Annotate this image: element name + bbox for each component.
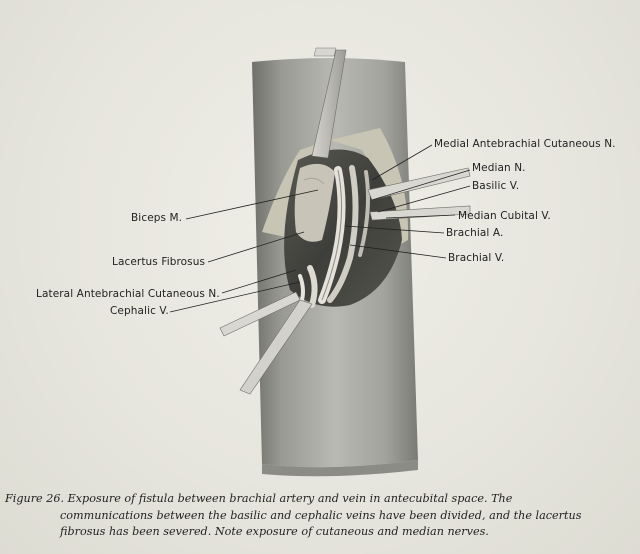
label-median-n: Median N. <box>472 162 526 174</box>
caption-line-1: Figure 26. Exposure of fistula between brachial artery and vein in antecubital space. The <box>5 492 513 505</box>
caption-line-2: communications between the basilic and cephalic veins have been divided, and the lacertus <box>60 508 582 522</box>
figure-caption <box>5 491 630 541</box>
label-median-cubital-v: Median Cubital V. <box>458 210 551 222</box>
label-biceps-m: Biceps M. <box>131 212 183 224</box>
label-lacertus-fibrosus: Lacertus Fibrosus <box>112 256 206 268</box>
label-brachial-v: Brachial V. <box>448 252 505 264</box>
label-cephalic-v: Cephalic V. <box>110 305 169 317</box>
label-lateral-antebrachial-cutaneous-n: Lateral Antebrachial Cutaneous N. <box>36 288 220 300</box>
label-medial-antebrachial-cutaneous-n: Medial Antebrachial Cutaneous N. <box>434 138 616 150</box>
caption-line-3: fibrosus has been severed. Note exposure of cutaneous and median nerves. <box>60 525 489 538</box>
label-basilic-v: Basilic V. <box>472 180 520 192</box>
label-brachial-a: Brachial A. <box>446 227 504 239</box>
